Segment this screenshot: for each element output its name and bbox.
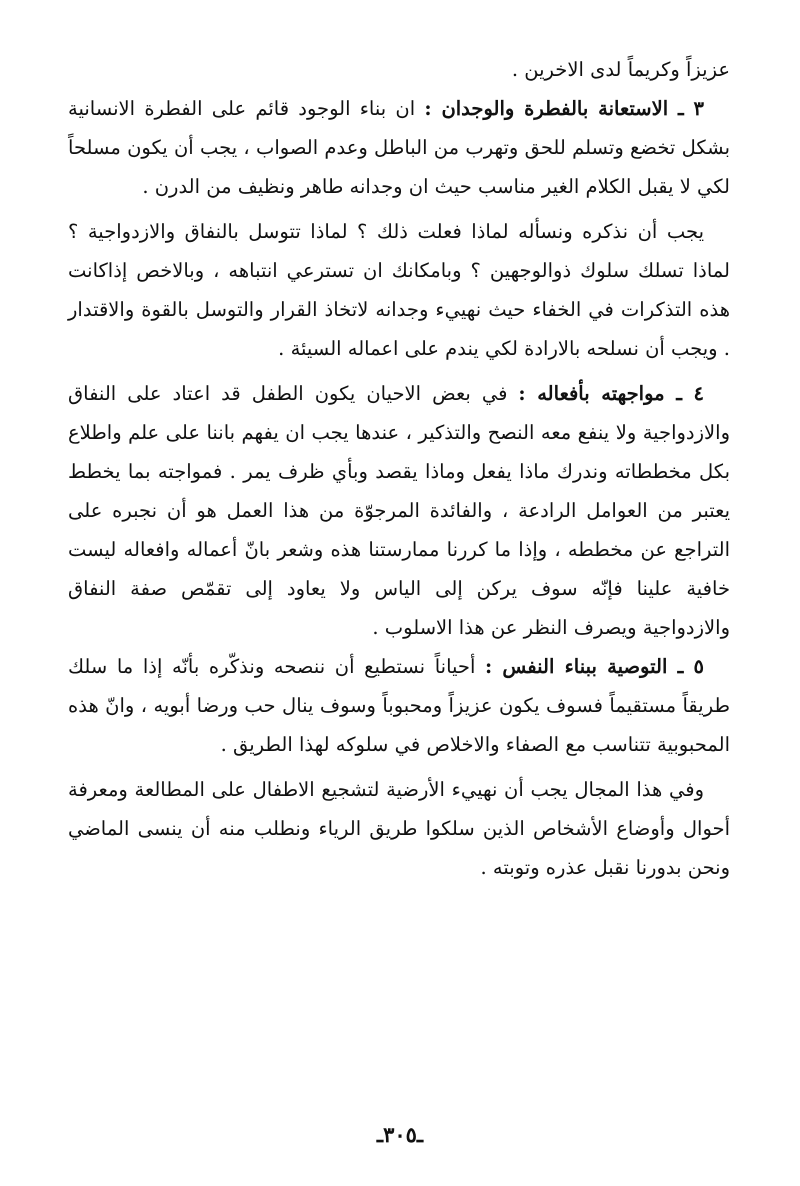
paragraph-text: في بعض الاحيان يكون الطفل قد اعتاد على النفاق والازدواجية ولا ينفع معه النصح والتذكير ، عندها يجب ان يفهم باننا على علم واطلاع بكل مخططاته وندرك ماذا يفعل وماذا يقصد وبأي ظرف يمر . فمواجته بما يخطط يعتبر من العوامل الرادعة ، والفائدة المرجوّة من هذا العمل هو أن نجبره على التراجع عن مخططه ، وإذا ما كررنا ممارستنا هذه وشعر بانّ أعماله وافعاله ليست خافية علينا فإنّه سوف يركن إلى الياس ولا يعاود إلى تقمّص صفة النفاق والازدواجية ويصرف النظر عن هذا الاسلوب . [68, 382, 730, 639]
paragraph-text: عزيزاً وكريماً لدى الاخرين . [511, 58, 730, 81]
paragraph-reminder [68, 212, 730, 368]
paragraph-text: ان بناء الوجود قائم على الفطرة الانسانية بشكل تخضع وتسلم للحق وتهرب من الباطل وعدم الصواب ، يجب أن يكون مسلحاً لكي لا يقبل الكلام الغير مناسب حيث ان وجدانه طاهر ونظيف من الدرن . [68, 97, 730, 198]
paragraph-continuation [68, 50, 730, 89]
paragraph-reading [68, 770, 730, 887]
section-heading-3: ٣ ـ الاستعانة بالفطرة والوجدان : [424, 97, 704, 120]
section-heading-5: ٥ ـ التوصية ببناء النفس : [485, 655, 704, 678]
page-number: ـ٣٠٥ـ [376, 1122, 424, 1147]
paragraph-self-building [68, 647, 730, 764]
section-heading-4: ٤ ـ مواجهته بأفعاله : [518, 382, 704, 405]
paragraph-fitra [68, 89, 730, 206]
paragraph-text: وفي هذا المجال يجب أن نهييء الأرضية لتشجيع الاطفال على المطالعة ومعرفة أحوال وأوضاع الأشخاص الذين سلكوا طريق الرياء ونطلب منه أن ينسى الماضي ونحن بدورنا نقبل عذره وتوبته . [68, 778, 730, 879]
paragraph-confrontation [68, 374, 730, 647]
page-body [68, 50, 730, 887]
paragraph-text: يجب أن نذكره ونسأله لماذا فعلت ذلك ؟ لماذا تتوسل بالنفاق والازدواجية ؟ لماذا تسلك سلوك ذوالوجهين ؟ وبامكانك ان تسترعي انتباهه ، وبالاخص إذاكانت هذه التذكرات في الخفاء حيث نهييء وجدانه لاتخاذ القرار والتوسل بالقوة والاقتدار . ويجب أن نسلحه بالارادة لكي يندم على اعماله السيئة . [68, 220, 730, 360]
paragraph-text: أحياناً نستطيع أن ننصحه ونذكّره بأنّه إذا ما سلك طريقاً مستقيماً فسوف يكون عزيزاً ومحبوباً وسوف ينال حب ورضا أبويه ، وانّ هذه المحبوبية تتناسب مع الصفاء والاخلاص في سلوكه لهذا الطريق . [68, 655, 730, 756]
